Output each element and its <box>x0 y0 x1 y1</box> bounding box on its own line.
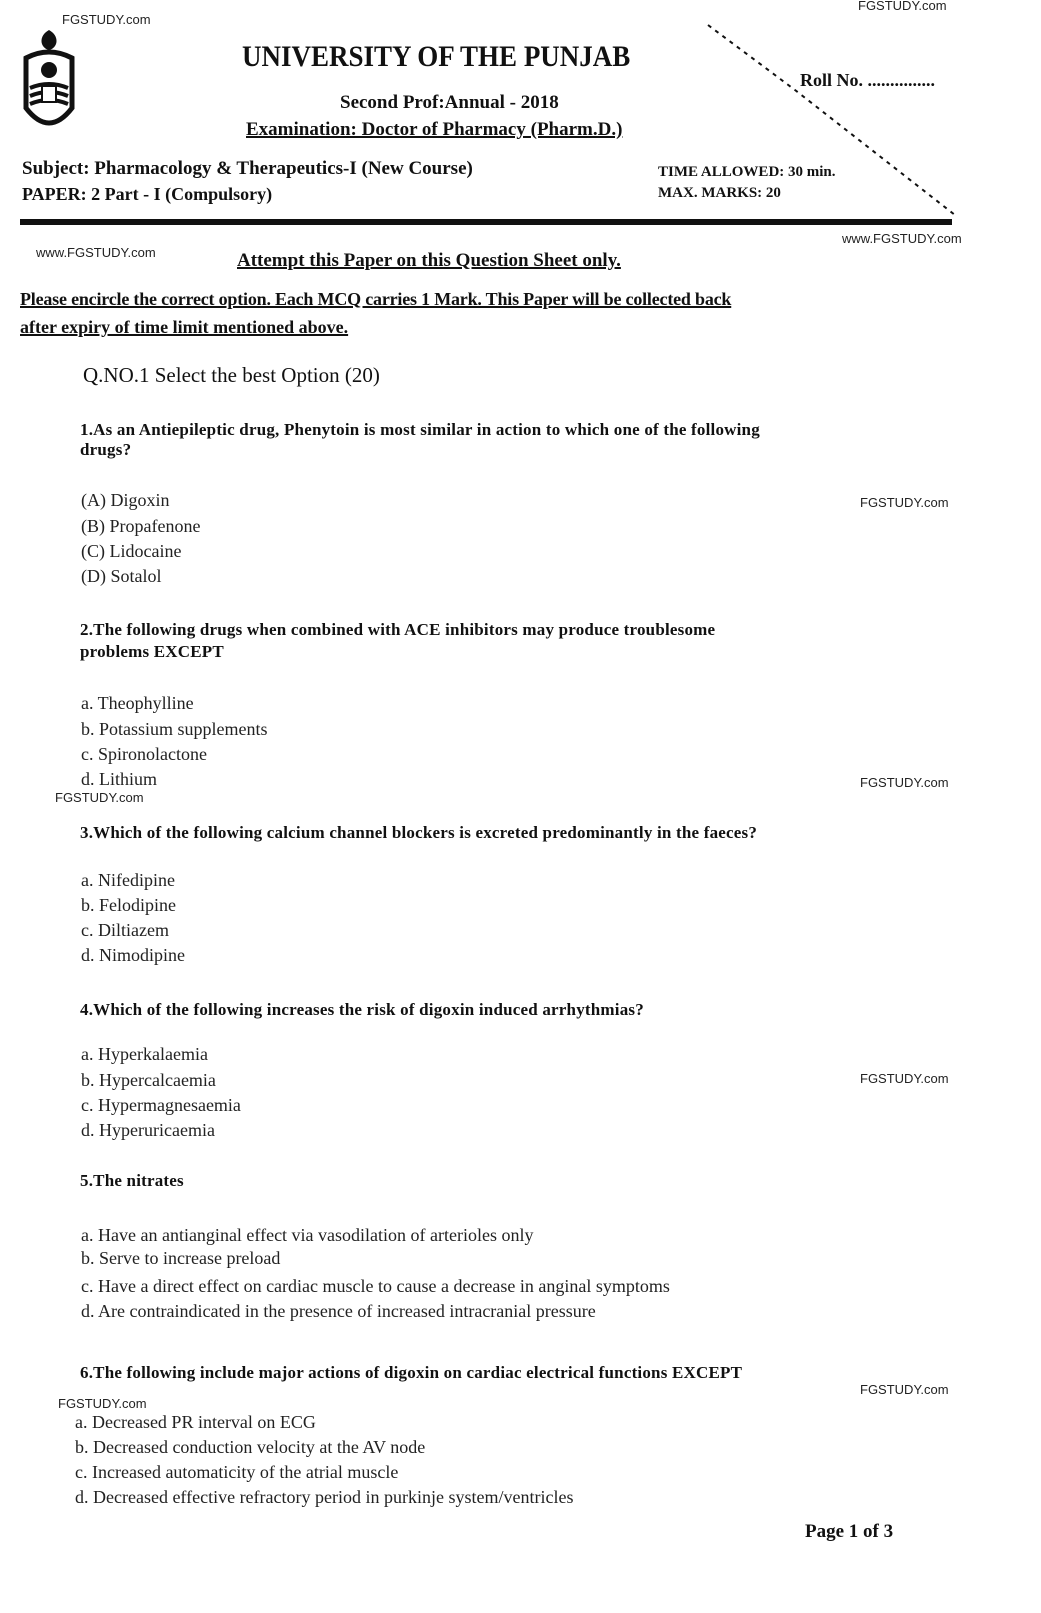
watermark: FGSTUDY.com <box>860 775 949 790</box>
question-text: drugs? <box>80 440 132 459</box>
page-number: Page 1 of 3 <box>805 1521 894 1542</box>
answer-option[interactable]: (D) Sotalol <box>81 566 162 586</box>
watermark: www.FGSTUDY.com <box>36 245 156 260</box>
question-text: 4.Which of the following increases the risk of digoxin induced arrhythmias? <box>80 1000 644 1019</box>
answer-option[interactable]: d. Nimodipine <box>81 945 185 965</box>
answer-option[interactable]: (A) Digoxin <box>81 490 170 510</box>
answer-option[interactable]: b. Potassium supplements <box>81 719 268 739</box>
answer-option[interactable]: d. Decreased effective refractory period in purkinje system/ventricles <box>75 1487 574 1507</box>
question-text: 1.As an Antiepileptic drug, Phenytoin is most similar in action to which one of the following <box>80 420 760 439</box>
answer-option[interactable]: d. Are contraindicated in the presence of increased intracranial pressure <box>81 1301 596 1321</box>
answer-option[interactable]: b. Serve to increase preload <box>81 1248 281 1268</box>
header-divider <box>20 219 952 225</box>
answer-option[interactable]: b. Decreased conduction velocity at the AV node <box>75 1437 426 1457</box>
instruction-line-1: Please encircle the correct option. Each MCQ carries 1 Mark. This Paper will be collected back <box>20 289 732 309</box>
answer-option[interactable]: a. Decreased PR interval on ECG <box>75 1412 316 1432</box>
answer-option[interactable]: d. Hyperuricaemia <box>81 1120 215 1140</box>
question-text: problems EXCEPT <box>80 642 224 661</box>
answer-option[interactable]: c. Increased automaticity of the atrial muscle <box>75 1462 399 1482</box>
watermark: FGSTUDY.com <box>58 1396 147 1411</box>
watermark: FGSTUDY.com <box>860 1071 949 1086</box>
section-title: Q.NO.1 Select the best Option (20) <box>83 363 380 387</box>
question-text: 2.The following drugs when combined with ACE inhibitors may produce troublesome <box>80 620 716 639</box>
answer-option[interactable]: b. Felodipine <box>81 895 176 915</box>
university-logo <box>18 28 80 138</box>
answer-option[interactable]: d. Lithium <box>81 769 157 789</box>
instruction-line-2: after expiry of time limit mentioned above. <box>20 317 349 337</box>
paper: PAPER: 2 Part - I (Compulsory) <box>22 184 273 204</box>
max-marks: MAX. MARKS: 20 <box>658 185 781 201</box>
answer-option[interactable]: (B) Propafenone <box>81 516 201 536</box>
answer-option[interactable]: c. Spironolactone <box>81 744 207 764</box>
examination-title: Examination: Doctor of Pharmacy (Pharm.D.) <box>246 119 623 140</box>
university-title: UNIVERSITY OF THE PUNJAB <box>242 40 631 73</box>
answer-option[interactable]: a. Theophylline <box>81 693 194 713</box>
answer-option[interactable]: c. Diltiazem <box>81 920 169 940</box>
watermark: FGSTUDY.com <box>860 495 949 510</box>
watermark: FGSTUDY.com <box>858 0 947 13</box>
question-text: 3.Which of the following calcium channel blockers is excreted predominantly in the faeces? <box>80 823 758 842</box>
watermark: FGSTUDY.com <box>55 790 144 805</box>
answer-option[interactable]: c. Have a direct effect on cardiac muscle to cause a decrease in anginal symptoms <box>81 1276 670 1296</box>
answer-option[interactable]: a. Hyperkalaemia <box>81 1044 208 1064</box>
answer-option[interactable]: a. Have an antianginal effect via vasodilation of arterioles only <box>81 1225 534 1245</box>
time-allowed: TIME ALLOWED: 30 min. <box>658 164 836 180</box>
subject: Subject: Pharmacology & Therapeutics-I (New Course) <box>22 158 473 179</box>
answer-option[interactable]: (C) Lidocaine <box>81 541 182 561</box>
question-text: 5.The nitrates <box>80 1171 184 1190</box>
attempt-instruction: Attempt this Paper on this Question Sheet only. <box>237 250 621 271</box>
exam-year: Second Prof:Annual - 2018 <box>340 92 559 113</box>
watermark: www.FGSTUDY.com <box>842 231 962 246</box>
watermark: FGSTUDY.com <box>860 1382 949 1397</box>
answer-option[interactable]: b. Hypercalcaemia <box>81 1070 216 1090</box>
watermark: FGSTUDY.com <box>62 12 151 27</box>
roll-no-field: Roll No. ............... <box>800 70 935 90</box>
answer-option[interactable]: a. Nifedipine <box>81 870 175 890</box>
answer-option[interactable]: c. Hypermagnesaemia <box>81 1095 241 1115</box>
question-text: 6.The following include major actions of digoxin on cardiac electrical functions EXCEPT <box>80 1363 743 1382</box>
